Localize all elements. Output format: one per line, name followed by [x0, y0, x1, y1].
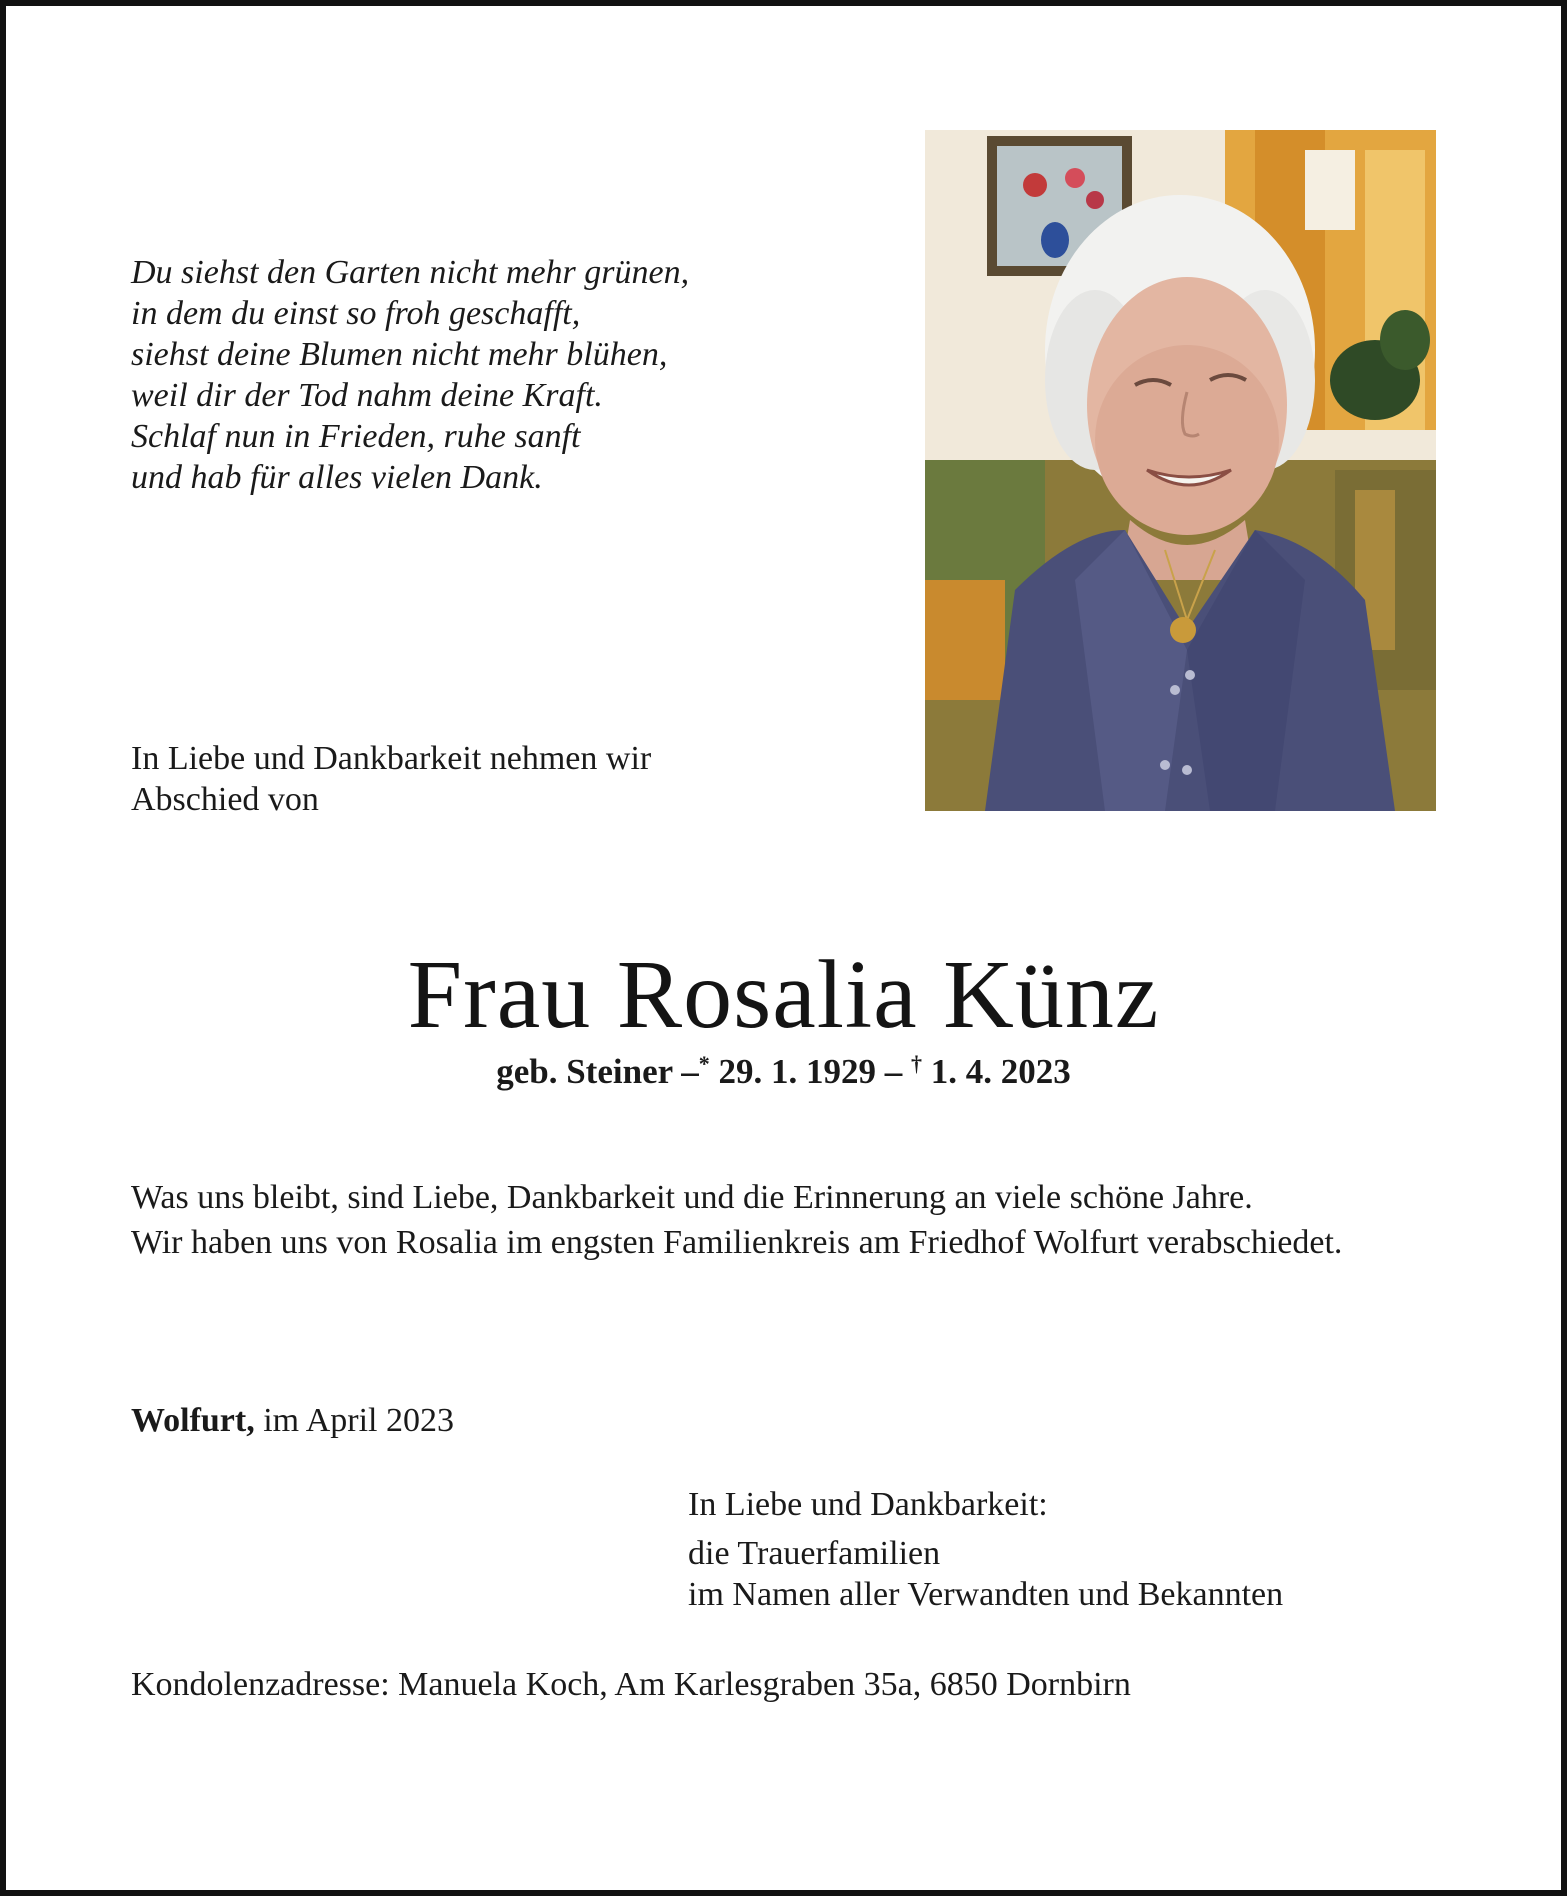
poem-line: in dem du einst so froh geschafft,: [131, 295, 581, 332]
birth-date: 29. 1. 1929 –: [709, 1052, 912, 1091]
farewell-line: Abschied von: [131, 781, 319, 818]
farewell-line: In Liebe und Dankbarkeit nehmen wir: [131, 740, 652, 777]
poem: [131, 252, 871, 498]
maiden-name: geb. Steiner –: [496, 1052, 699, 1091]
poem-line: Du siehst den Garten nicht mehr grünen,: [131, 254, 690, 291]
death-symbol: †: [911, 1051, 923, 1076]
portrait-illustration: [925, 130, 1436, 811]
farewell-intro: [131, 738, 831, 820]
message-paragraph: Was uns bleibt, sind Liebe, Dankbarkeit und die Erinnerung an viele schöne Jahre.: [131, 1179, 1253, 1216]
condolence-address: Kondolenzadresse: Manuela Koch, Am Karlesgraben 35a, 6850 Dornbirn: [131, 1666, 1131, 1703]
place-town: Wolfurt,: [131, 1402, 255, 1439]
deceased-name: Frau Rosalia Künz: [407, 941, 1160, 1049]
poem-line: siehst deine Blumen nicht mehr blühen,: [131, 336, 668, 373]
poem-line: und hab für alles vielen Dank.: [131, 459, 543, 496]
place-month: im April 2023: [254, 1402, 455, 1439]
life-dates: [0, 1051, 1567, 1093]
message: [131, 1177, 1436, 1267]
signoff-line: die Trauerfamilien: [688, 1535, 941, 1572]
signoff-line: im Namen aller Verwandten und Bekannten: [688, 1576, 1284, 1613]
signoff: [688, 1484, 1448, 1615]
message-paragraph: Wir haben uns von Rosalia im engsten Familienkreis am Friedhof Wolfurt verabschiedet.: [131, 1224, 1343, 1261]
poem-line: weil dir der Tod nahm deine Kraft.: [131, 377, 603, 414]
signoff-heading: In Liebe und Dankbarkeit:: [688, 1486, 1048, 1523]
portrait-photo: [925, 130, 1436, 811]
poem-line: Schlaf nun in Frieden, ruhe sanft: [131, 418, 581, 455]
place-date: [131, 1400, 454, 1441]
death-date: 1. 4. 2023: [922, 1052, 1071, 1091]
birth-symbol: *: [698, 1051, 710, 1076]
